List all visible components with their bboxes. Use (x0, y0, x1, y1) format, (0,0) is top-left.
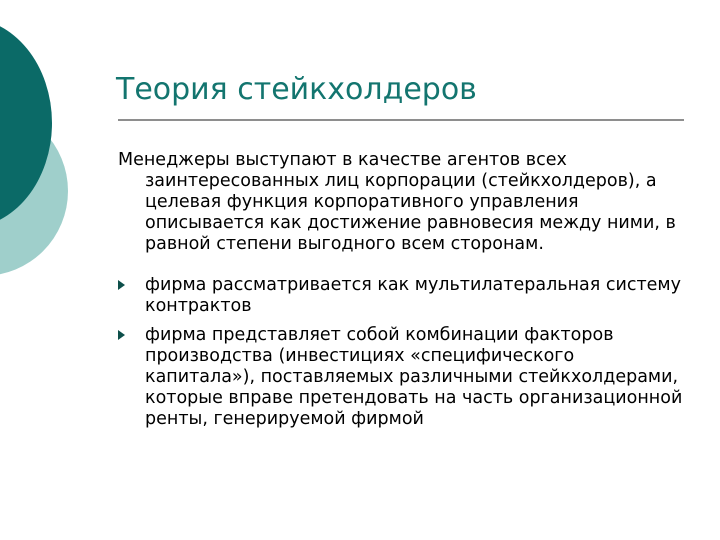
arrowhead-right-icon (118, 330, 125, 340)
arrowhead-right-icon (118, 280, 125, 290)
intro-paragraph: Менеджеры выступают в качестве агентов всех заинтересованных лиц корпорации (стейкхолдеров), а целевая функция корпоративного управления описывается как достижение равновесия между ними, в равной степени выгодного всем сторонам. (118, 150, 676, 254)
bullet-text: фирма рассматривается как мультилатеральная систему контрактов (145, 275, 681, 316)
bullet-item (118, 325, 688, 430)
bullet-list (118, 275, 688, 430)
slide-content (118, 150, 688, 438)
bullet-item (118, 275, 688, 317)
bullet-text: фирма представляет собой комбинации факторов производства (инвестициях «специфического капитала»), поставляемых различными стейкхолдерами, которые вправе претендовать на часть организационной ренты, генерируемой фирмой (145, 325, 683, 429)
slide-title: Теория стейкхолдеров (116, 72, 477, 107)
title-divider (118, 119, 684, 121)
